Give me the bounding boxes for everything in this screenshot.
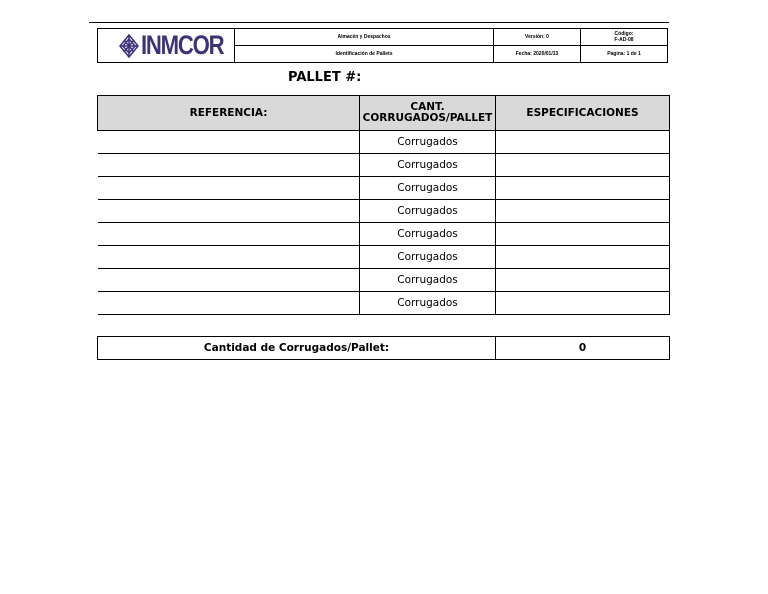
- col-header-referencia: REFERENCIA:: [98, 96, 360, 131]
- cell-especificaciones[interactable]: [496, 154, 670, 177]
- cell-especificaciones[interactable]: [496, 200, 670, 223]
- cell-cantidad[interactable]: Corrugados: [360, 269, 496, 292]
- cell-especificaciones[interactable]: [496, 269, 670, 292]
- date: Fecha: 2020/01/13: [494, 46, 581, 63]
- cell-cantidad[interactable]: Corrugados: [360, 200, 496, 223]
- pallet-table: [97, 95, 670, 315]
- total-label: Cantidad de Corrugados/Pallet:: [98, 337, 496, 360]
- cell-especificaciones[interactable]: [496, 292, 670, 315]
- table-row: [98, 154, 670, 177]
- top-rule: [89, 22, 669, 23]
- cell-cantidad[interactable]: Corrugados: [360, 246, 496, 269]
- cell-especificaciones[interactable]: [496, 177, 670, 200]
- cell-referencia[interactable]: [98, 200, 360, 223]
- col-header-cantidad-line1: CANT.: [410, 101, 445, 113]
- company-logo: [98, 29, 235, 63]
- table-row: [98, 177, 670, 200]
- table-row: [98, 292, 670, 315]
- cell-referencia[interactable]: [98, 223, 360, 246]
- cell-cantidad[interactable]: Corrugados: [360, 223, 496, 246]
- total-table: [97, 336, 670, 360]
- document-code: [581, 29, 668, 46]
- table-row: [98, 131, 670, 154]
- cell-cantidad[interactable]: Corrugados: [360, 292, 496, 315]
- table-row: [98, 246, 670, 269]
- table-row: [98, 200, 670, 223]
- cell-especificaciones[interactable]: [496, 246, 670, 269]
- table-row: [98, 223, 670, 246]
- document-header: [97, 28, 668, 63]
- cell-referencia[interactable]: [98, 177, 360, 200]
- pages: Pagina: 1 de 1: [581, 46, 668, 63]
- cell-cantidad[interactable]: Corrugados: [360, 154, 496, 177]
- total-value: 0: [496, 337, 670, 360]
- cell-especificaciones[interactable]: [496, 223, 670, 246]
- cell-referencia[interactable]: [98, 131, 360, 154]
- pallet-number-label: PALLET #:: [288, 70, 362, 85]
- code-value: F-AD-08: [614, 37, 634, 43]
- document-name: Identificación de Pallets: [235, 46, 494, 63]
- cell-referencia[interactable]: [98, 154, 360, 177]
- cell-referencia[interactable]: [98, 269, 360, 292]
- cell-referencia[interactable]: [98, 292, 360, 315]
- col-header-cantidad: [360, 96, 496, 131]
- cell-cantidad[interactable]: Corrugados: [360, 177, 496, 200]
- col-header-cantidad-line2: CORRUGADOS/PALLET: [362, 112, 493, 124]
- cell-cantidad[interactable]: Corrugados: [360, 131, 496, 154]
- version: Versión: 0: [494, 29, 581, 46]
- inmcor-logo-icon: [119, 34, 139, 58]
- code-label: Código:: [614, 31, 634, 37]
- cell-referencia[interactable]: [98, 246, 360, 269]
- cell-especificaciones[interactable]: [496, 131, 670, 154]
- col-header-especificaciones: ESPECIFICACIONES: [496, 96, 670, 131]
- process-name: Almacén y Despachos: [235, 29, 494, 46]
- table-row: [98, 269, 670, 292]
- company-name: INMCOR: [140, 30, 224, 60]
